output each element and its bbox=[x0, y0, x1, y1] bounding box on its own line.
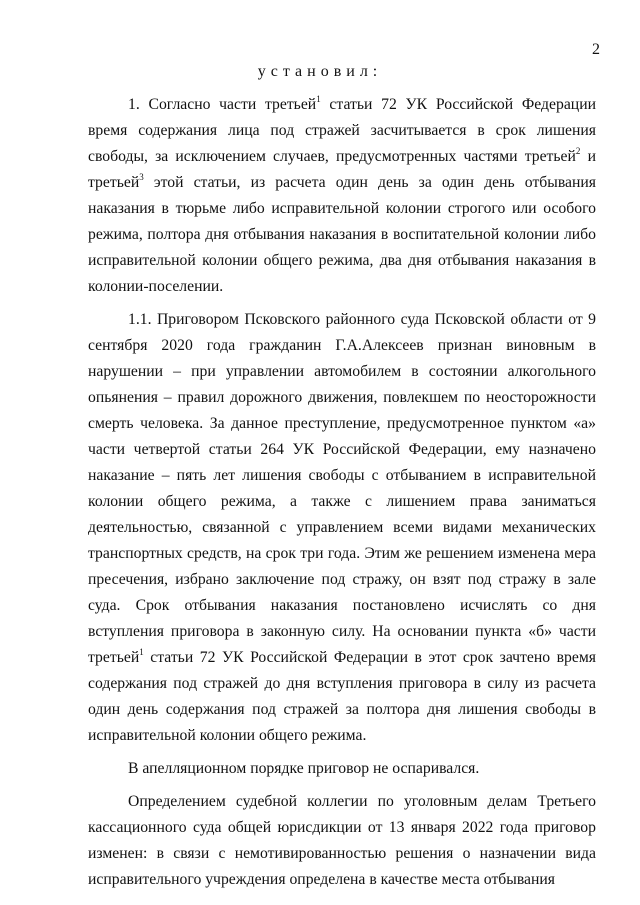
section-heading: установил: bbox=[257, 63, 383, 80]
paragraph-1 bbox=[88, 92, 596, 300]
page-number: 2 bbox=[592, 41, 600, 58]
paragraph-1-text-d: этой статьи, из расчета один день за один день отбывания наказания в тюрьме либо исправительной колонии строгого или особого режима, полтора дня отбывания наказания в воспитательной колонии либо исправительной колонии общего режима, два дня отбывания наказания в колонии-поселении. bbox=[88, 174, 596, 295]
paragraph-2 bbox=[88, 307, 596, 749]
document-body bbox=[88, 92, 596, 893]
paragraph-1-text-b: статьи 72 УК Российской Федерации время содержания лица под стражей засчитывается в срок лишения свободы, за исключением случаев, предусмотренных частями третьей bbox=[88, 96, 596, 165]
paragraph-1-text-a: 1. Согласно части третьей bbox=[128, 96, 317, 113]
paragraph-4-text: Определением судебной коллегии по уголовным делам Третьего кассационного суда общей юрисдикции от 13 января 2022 года приговор изменен: в связи с немотивированностью решения о назначении вида исправительного учреждения определена в качестве места отбывания bbox=[88, 793, 596, 888]
paragraph-2-text-a: 1.1. Приговором Псковского районного суда Псковской области от 9 сентября 2020 года гражданин Г.А.Алексеев признан виновным в нарушении – при управлении автомобилем в состоянии алкогольного опьянения – правил дорожного движения, повлекшем по неосторожности смерть человека. За данное преступление, предусмотренное пунктом «а» части четвертой статьи 264 УК Российской Федерации, ему назначено наказание – пять лет лишения свободы с отбыванием в исправительной колонии общего режима, а также с лишением права заниматься деятельностью, связанной с управлением всеми видами механических транспортных средств, на срок три года. Этим же решением изменена мера пресечения, избрано заключение под стражу, он взят под стражу в зале суда. Срок отбывания наказания постановлено исчислять со дня вступления приговора в законную силу. На основании пункта «б» части третьей bbox=[88, 311, 596, 666]
paragraph-2-text-b: статьи 72 УК Российской Федерации в этот срок зачтено время содержания под стражей до дня вступления приговора в силу из расчета один день содержания под стражей за полтора дня лишения свободы в исправительной колонии общего режима. bbox=[88, 649, 596, 744]
paragraph-4 bbox=[88, 789, 596, 893]
footnote-mark: 1 bbox=[316, 93, 321, 104]
footnote-mark: 2 bbox=[575, 145, 581, 156]
paragraph-1-text-c: и третьей bbox=[88, 148, 596, 191]
paragraph-3-text: В апелляционном порядке приговор не оспаривался. bbox=[128, 760, 480, 777]
footnote-mark: 3 bbox=[139, 171, 144, 182]
footnote-mark: 1 bbox=[139, 646, 144, 657]
paragraph-3 bbox=[88, 756, 596, 782]
